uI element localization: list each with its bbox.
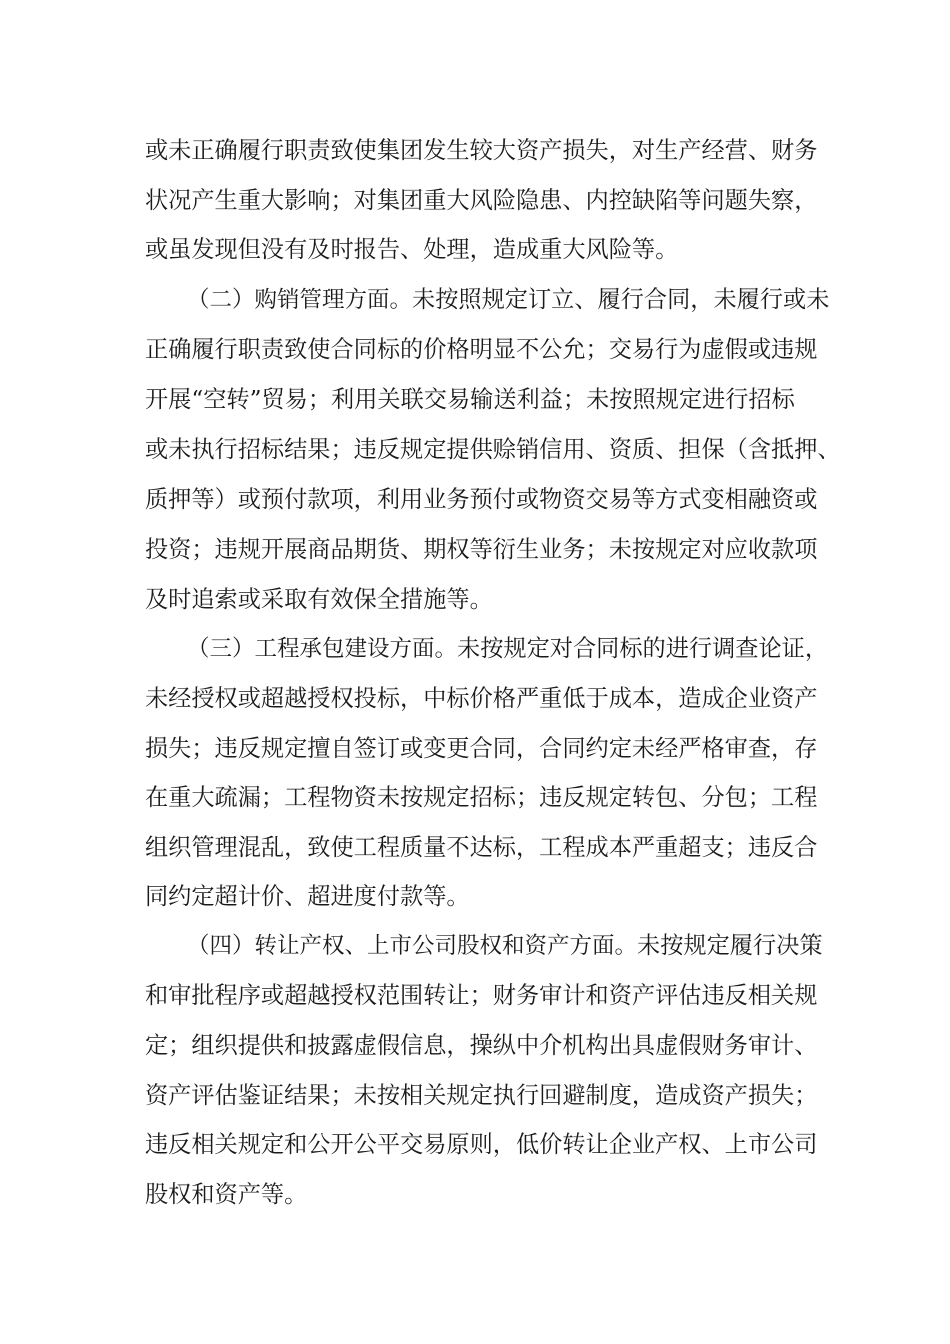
text-line: 和审批程序或超越授权范围转让；财务审计和资产评估违反相关规 [145, 982, 818, 1009]
text-span: 未按规定对合同标的进行调查论证， [457, 635, 829, 662]
text-line: 或虽发现但没有及时报告、处理，造成重大风险等。 [145, 236, 679, 263]
text-line: 或未执行招标结果；违反规定提供赊销信用、资质、担保（含抵押、 [145, 436, 841, 463]
text-span: 未按规定履行决策 [637, 932, 823, 959]
text-line: 质押等）或预付款项，利用业务预付或物资交易等方式变相融资或 [145, 486, 818, 513]
text-line: 同约定超计价、超进度付款等。 [145, 883, 470, 910]
text-span: 未按照规定订立、履行合同，未履行或未 [412, 286, 830, 313]
paragraph-first-line [187, 631, 877, 667]
text-line: 或未正确履行职责致使集团发生较大资产损失，对生产经营、财务 [145, 137, 818, 164]
text-line: 未经授权或超越授权投标，中标价格严重低于成本，造成企业资产 [145, 685, 818, 712]
text-line: 开展“空转”贸易；利用关联交易输送利益；未按照规定进行招标 [145, 386, 795, 413]
text-line: 状况产生重大影响；对集团重大风险隐患、内控缺陷等问题失察， [145, 187, 818, 214]
text-line: 资产评估鉴证结果；未按相关规定执行回避制度，造成资产损失； [145, 1082, 818, 1109]
text-line: 违反相关规定和公开公平交易原则，低价转让企业产权、上市公司 [145, 1131, 818, 1158]
text-line: 在重大疏漏；工程物资未按规定招标；违反规定转包、分包；工程 [145, 784, 818, 811]
paragraph-first-line [187, 928, 877, 964]
section-heading: （二）购销管理方面。 [187, 287, 413, 313]
section-heading: （四）转让产权、上市公司股权和资产方面。 [187, 933, 638, 959]
paragraph-first-line [187, 282, 877, 318]
text-line: 股权和资产等。 [145, 1181, 308, 1208]
text-line: 定；组织提供和披露虚假信息，操纵中介机构出具虚假财务审计、 [145, 1032, 818, 1059]
text-line: 及时追索或采取有效保全措施等。 [145, 586, 493, 613]
text-line: 组织管理混乱，致使工程质量不达标，工程成本严重超支；违反合 [145, 834, 818, 861]
text-line: 损失；违反规定擅自签订或变更合同，合同约定未经严格审查，存 [145, 735, 818, 762]
text-line: 正确履行职责致使合同标的价格明显不公允；交易行为虚假或违规 [145, 336, 818, 363]
section-heading: （三）工程承包建设方面。 [187, 636, 458, 662]
text-line: 投资；违规开展商品期货、期权等衍生业务；未按规定对应收款项 [145, 536, 818, 563]
